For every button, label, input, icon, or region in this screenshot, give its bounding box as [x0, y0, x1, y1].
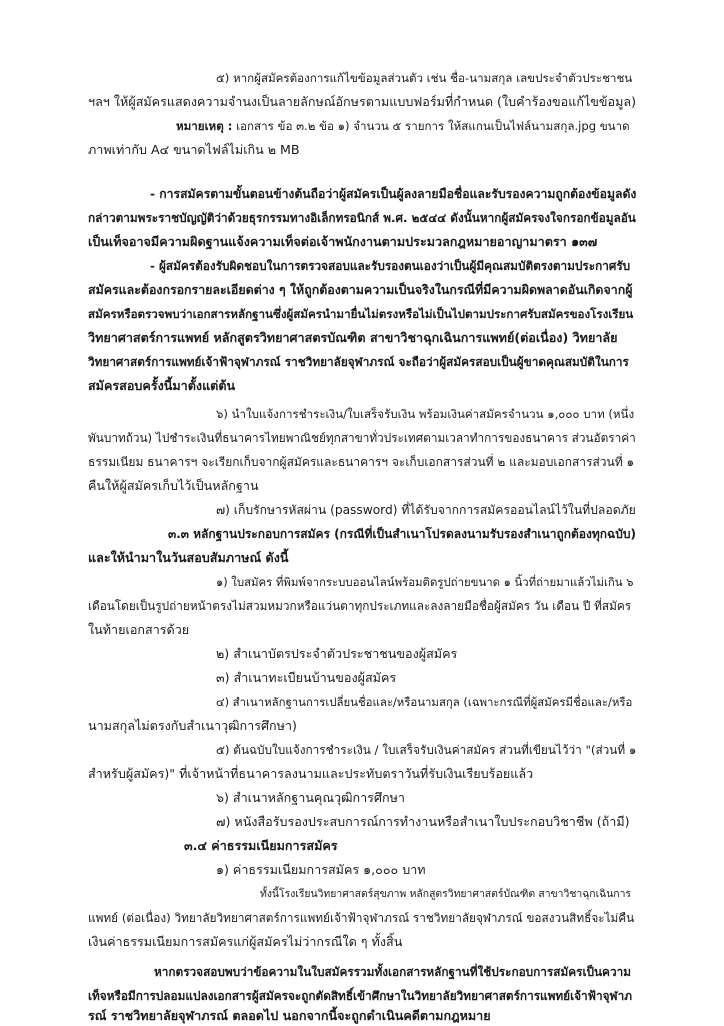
paragraph-line: ทั้งนี้โรงเรียนวิทยาศาสตร์สุขภาพ หลักสูตรวิทยาศาสตร์บัณฑิต สาขาวิชาฉุกเฉินการ — [260, 888, 632, 900]
paragraph-line: รณ์ ราชวิทยาลัยจุฬาภรณ์ ตลอดไป นอกจากนี้จะถูกดำเนินคดีตามกฎหมาย — [88, 1008, 491, 1023]
paragraph-line: กล่าวตามพระราชบัญญัติว่าด้วยธุรกรรมทางอิเล็กทรอนิกส์ พ.ศ. ๒๕๔๔ ดังนั้นหากผู้สมัครจงใจกรอกข้อมูลอัน — [88, 211, 636, 225]
paragraph-line: แพทย์ (ต่อเนื่อง) วิทยาลัยวิทยาศาสตร์การแพทย์เจ้าฟ้าจุฬาภรณ์ ราชวิทยาลัยจุฬาภรณ์ ขอสงวนสิทธิ์จะไม่คืน — [88, 911, 635, 925]
paragraph-line: ธรรมเนียม ธนาคารฯ จะเรียกเก็บจากผู้สมัครและธนาคารฯ จะเก็บเอกสารส่วนที่ ๒ และมอบเอกสารส่วนที่ ๑ — [88, 455, 635, 469]
paragraph-line: วิทยาศาสตร์การแพทย์เจ้าฟ้าจุฬาภรณ์ ราชวิทยาลัยจุฬาภรณ์ จะถือว่าผู้สมัครสอบเป็นผู้ขาดคุณสมบัติในการ — [88, 355, 629, 369]
paragraph-line: ฯลฯ ให้ผู้สมัครแสดงความจำนงเป็นลายลักษณ์อักษรตามแบบฟอร์มที่กำหนด (ใบคำร้องขอแก้ไขข้อมูล) — [88, 94, 637, 109]
bullet-line: - ผู้สมัครต้องรับผิดชอบในการตรวจสอบและรับรองตนเองว่าเป็นผู้มีคุณสมบัติตรงตามประกาศรับ — [150, 259, 631, 273]
note-label: หมายเหตุ : — [176, 119, 233, 133]
list-item: ๒) สำเนาบัตรประจำตัวประชาชนของผู้สมัคร — [216, 646, 458, 661]
paragraph-line: ๖) นำใบแจ้งการชำระเงิน/ใบเสร็จรับเงิน พร้อมเงินค่าสมัครจำนวน ๑,๐๐๐ บาท (หนึ่ง — [216, 407, 635, 421]
paragraph-line: ในท้ายเอกสารด้วย — [88, 622, 190, 637]
paragraph-line: นามสกุลไม่ตรงกับสำเนาวุฒิการศึกษา) — [88, 718, 297, 733]
paragraph-line: พันบาทถ้วน) ไปชำระเงินที่ธนาคารไทยพาณิชย์ทุกสาขาทั่วประเทศตามเวลาทำการของธนาคาร ส่วนอัตราค่า — [88, 431, 636, 445]
paragraph-line: เงินค่าธรรมเนียมการสมัครแก่ผู้สมัครไม่ว่ากรณีใด ๆ ทั้งสิ้น — [88, 934, 403, 949]
paragraph-line: ๕) หากผู้สมัครต้องการแก้ไขข้อมูลส่วนตัว เช่น ชื่อ-นามสกุล เลขประจำตัวประชาชน — [216, 71, 633, 85]
paragraph-line: เท็จหรือมีการปลอมแปลงเอกสารผู้สมัครจะถูกตัดสิทธิ์เข้าศึกษาในวิทยาลัยวิทยาศาสตร์การแพทย์เจ้าฟ้าจุฬาภ — [88, 989, 633, 1003]
list-item: ๔) สำเนาหลักฐานการเปลี่ยนชื่อและ/หรือนามสกุล (เฉพาะกรณีที่ผู้สมัครมีชื่อและ/หรือ — [216, 695, 633, 709]
paragraph-line: ๗) เก็บรักษารหัสผ่าน (password) ที่ได้รับจากการสมัครออนไลน์ไว้ในที่ปลอดภัย — [216, 503, 636, 517]
list-item: ๑) ค่าธรรมเนียมการสมัคร ๑,๐๐๐ บาท — [216, 862, 426, 877]
paragraph-line: วิทยาศาสตร์การแพทย์ หลักสูตรวิทยาศาสตรบัณฑิต สาขาวิชาฉุกเฉินการแพทย์(ต่อเนื่อง) วิทยาลัย — [88, 330, 618, 345]
section-heading-cont: และให้นำมาในวันสอบสัมภาษณ์ ดังนี้ — [88, 550, 289, 565]
note-line — [176, 116, 636, 136]
section-heading: ๓.๓ หลักฐานประกอบการสมัคร (กรณีที่เป็นสำเนาโปรดลงนามรับรองสำเนาถูกต้องทุกฉบับ) — [168, 527, 636, 541]
list-item: ๕) ต้นฉบับใบแจ้งการชำระเงิน / ใบเสร็จรับเงินค่าสมัคร ส่วนที่เขียนไว้ว่า "(ส่วนที่ ๑ — [216, 743, 637, 757]
list-item: ๖) สำเนาหลักฐานคุณวุฒิการศึกษา — [216, 790, 405, 805]
paragraph-line: สำหรับผู้สมัคร)" ที่เจ้าหน้าที่ธนาคารลงนามและประทับตราวันที่รับเงินเรียบร้อยแล้ว — [88, 766, 534, 781]
paragraph-line: สมัครสอบครั้งนี้มาตั้งแต่ต้น — [88, 378, 236, 393]
paragraph-line: ภาพเท่ากับ A๔ ขนาดไฟล์ไม่เกิน ๒ MB — [88, 142, 300, 157]
list-item: ๗) หนังสือรับรองประสบการณ์การทำงานหรือสำเนาใบประกอบวิชาชีพ (ถ้ามี) — [216, 814, 630, 829]
section-heading: ๓.๔ ค่าธรรมเนียมการสมัคร — [184, 838, 338, 853]
paragraph-line: คืนให้ผู้สมัครเก็บไว้เป็นหลักฐาน — [88, 478, 259, 493]
bullet-line: - การสมัครตามขั้นตอนข้างต้นถือว่าผู้สมัครเป็นผู้ลงลายมือชื่อและรับรองความถูกต้องข้อมูลดัง — [150, 187, 637, 201]
paragraph-line: สมัครและต้องกรอกรายละเอียดต่าง ๆ ให้ถูกต้องตามความเป็นจริงในกรณีที่มีความผิดพลาดอันเกิดจากผู้ — [88, 282, 633, 297]
paragraph-line: เป็นเท็จอาจมีความผิดฐานแจ้งความเท็จต่อเจ้าพนักงานตามประมวลกฎหมายอาญามาตรา ๑๓๗ — [88, 234, 598, 249]
note-text: เอกสาร ข้อ ๓.๒ ข้อ ๑) จำนวน ๕ รายการ ให้สแกนเป็นไฟล์นามสกุล.jpg ขนาด — [232, 119, 630, 133]
paragraph-line: หากตรวจสอบพบว่าข้อความในใบสมัครรวมทั้งเอกสารหลักฐานที่ใช้ประกอบการสมัครเป็นความ — [154, 965, 631, 979]
list-item: ๑) ใบสมัคร ที่พิมพ์จากระบบออนไลน์พร้อมติดรูปถ่ายขนาด ๑ นิ้วที่ถ่ายมาแล้วไม่เกิน ๖ — [216, 575, 634, 589]
paragraph-line: สมัครหรือตรวจพบว่าเอกสารหลักฐานซึ่งผู้สมัครนำมายื่นไม่ตรงหรือไม่เป็นไปตามประกาศรับสมัครของโรงเรียน — [88, 307, 634, 321]
list-item: ๓) สำเนาทะเบียนบ้านของผู้สมัคร — [216, 670, 397, 685]
paragraph-line: เดือนโดยเป็นรูปถ่ายหน้าตรงไม่สวมหมวกหรือแว่นตาทุกประเภทและลงลายมือชื่อผู้สมัคร วัน เดือน ปี ที่สมัคร — [88, 599, 632, 613]
